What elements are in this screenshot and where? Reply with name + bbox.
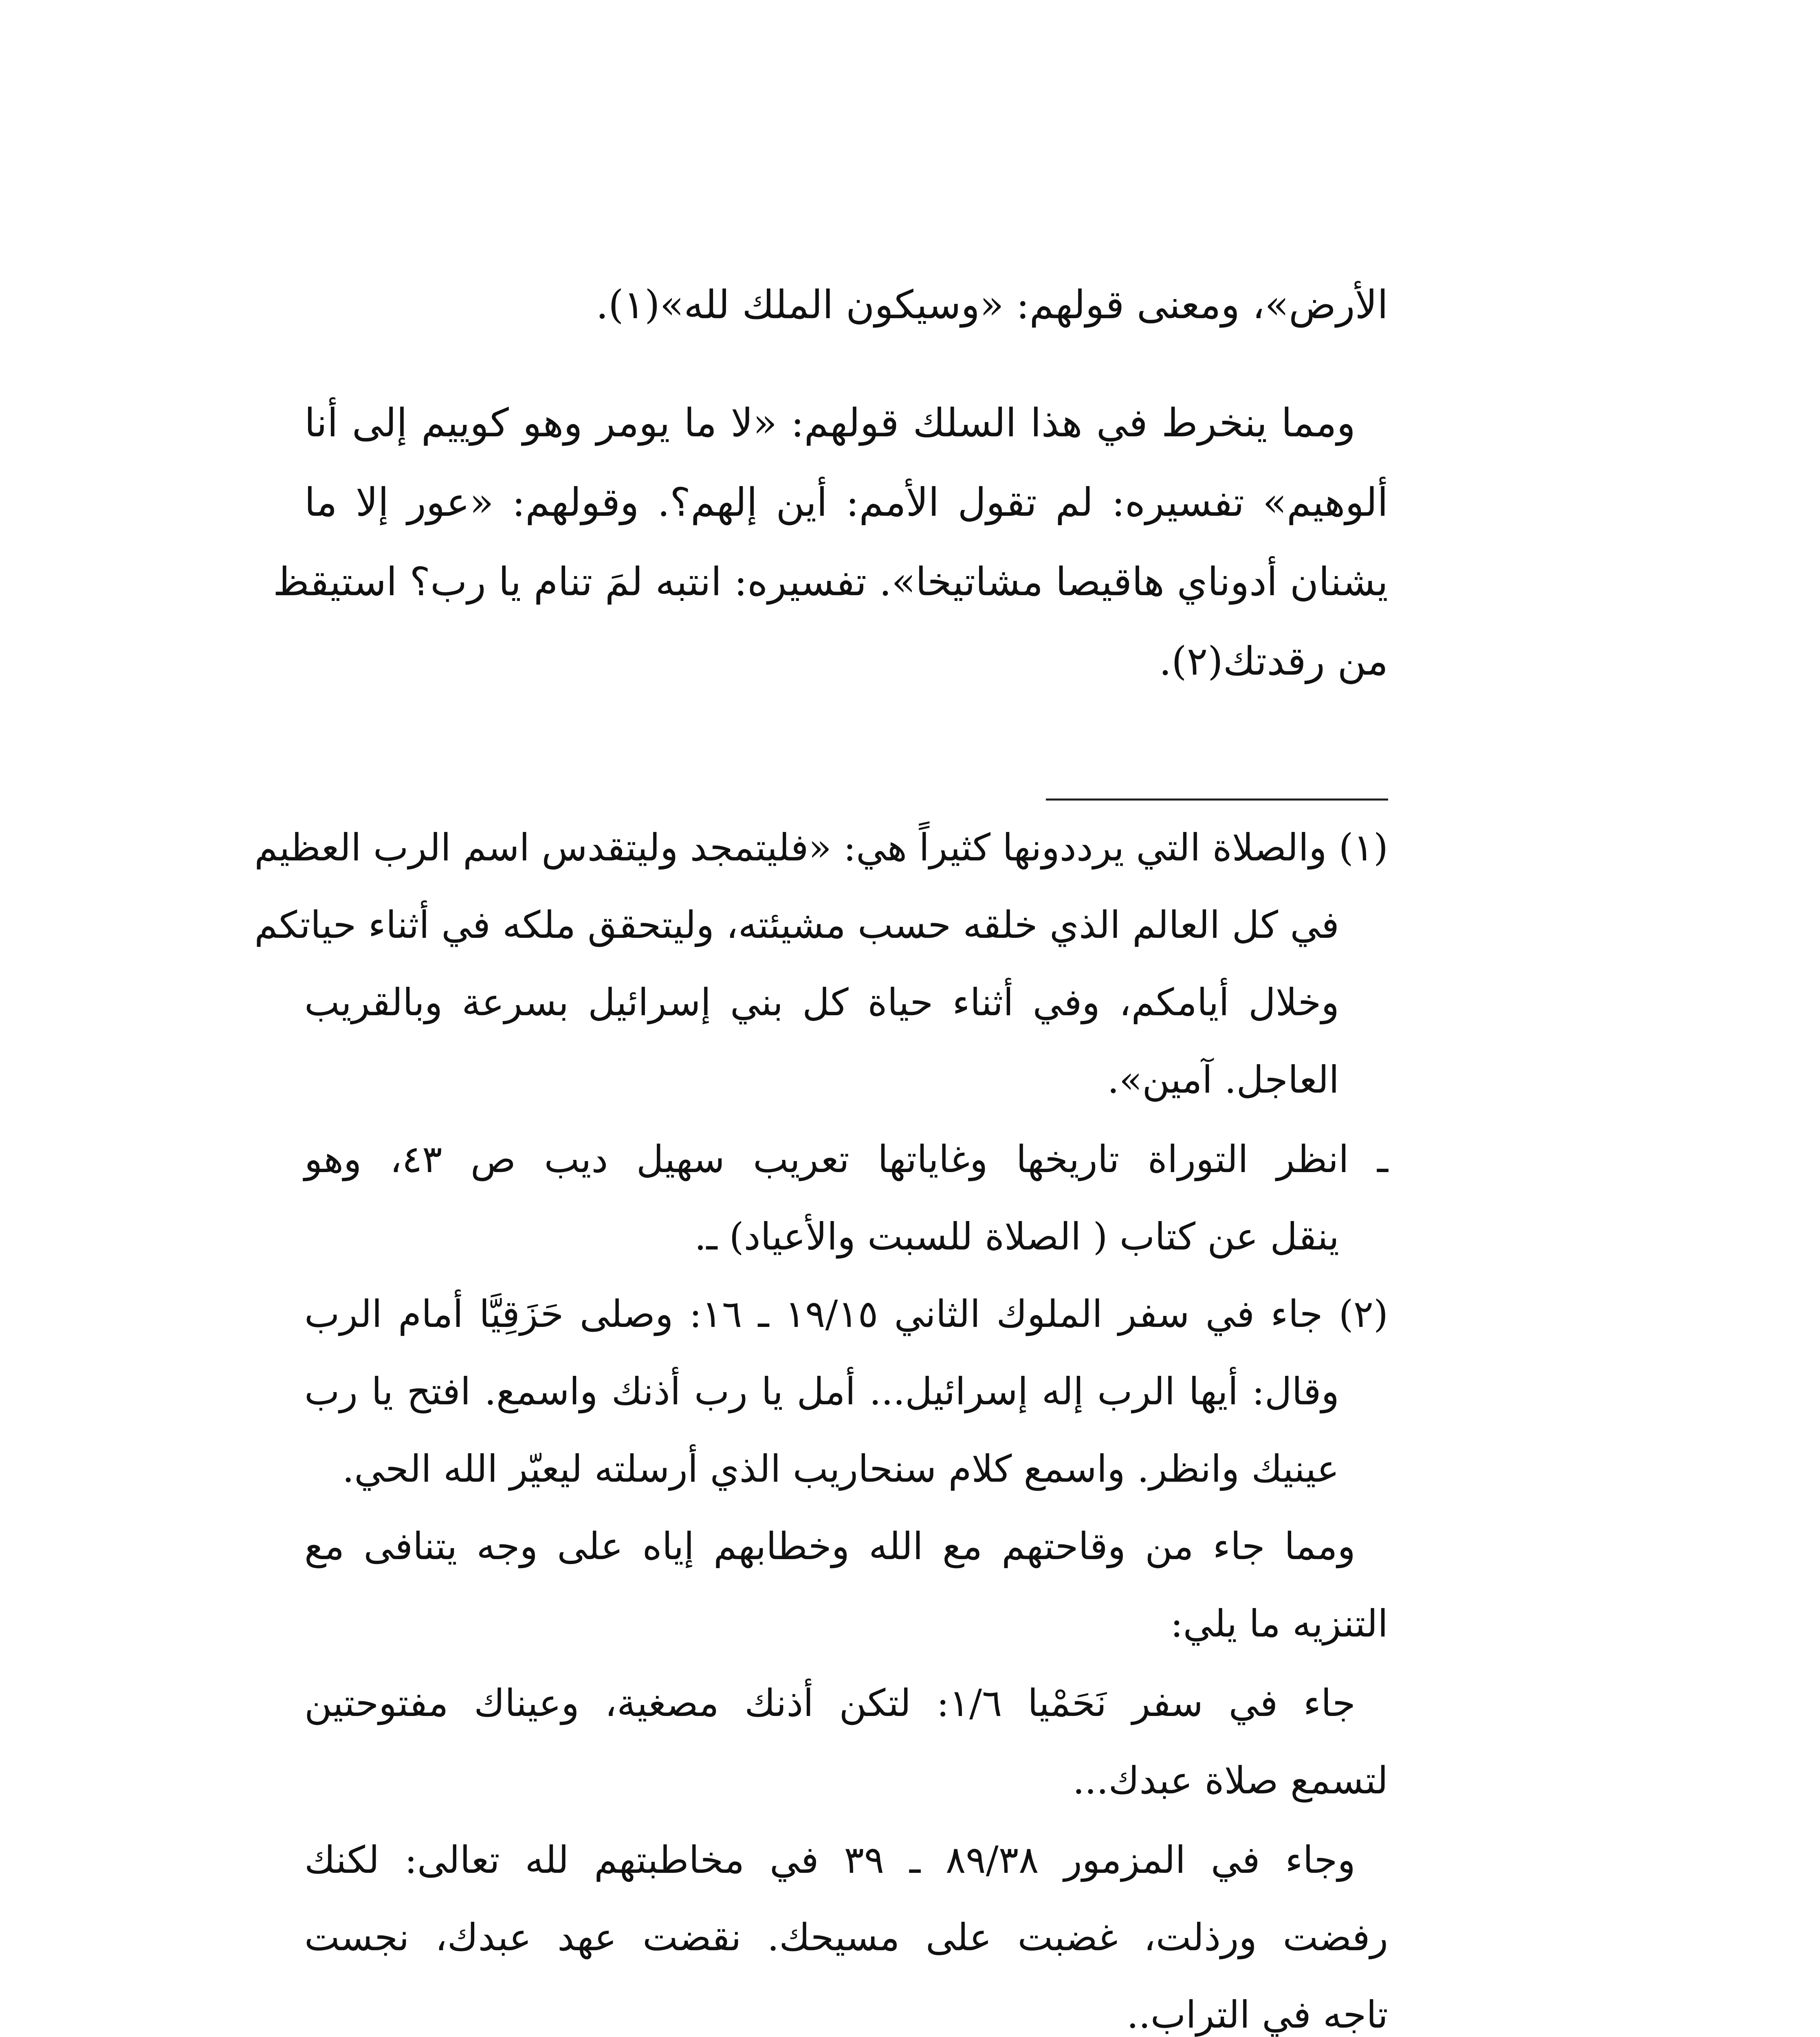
footnote-2-para-line-4: لتسمع صلاة عبدك... xyxy=(1072,1759,1388,1802)
footnote-1-note-line-2: ينقل عن كتاب ( الصلاة للسبت والأعياد) ـ. xyxy=(694,1215,1339,1258)
footnote-1-note-line-1: ـ انظر التوراة تاريخها وغاياتها تعريب سهيل ديب ص ٤٣، وهو xyxy=(304,1137,1388,1181)
footnote-1-line-3: وخلال أيامكم، وفي أثناء حياة كل بني إسرائيل بسرعة وبالقريب xyxy=(304,981,1340,1024)
main-text-line-1: الأرض»، ومعنى قولهم: «وسيكون الملك لله»(١). xyxy=(596,282,1388,328)
footnote-1-line-1: (١) والصلاة التي يرددونها كثيراً هي: «فليتمجد وليتقدس اسم الرب العظيم xyxy=(254,826,1388,869)
footnote-1-line-2: في كل العالم الذي خلقه حسب مشيئته، وليتحقق ملكه في أثناء حياتكم xyxy=(254,903,1339,947)
footnote-2-para-line-6: رفضت ورذلت، غضبت على مسيحك. نقضت عهد عبدك، نجست xyxy=(304,1916,1388,1959)
footnote-2-para-line-2: التنزيه ما يلي: xyxy=(1170,1602,1388,1645)
footnote-2-para-line-3: جاء في سفر نَحَمْيا ١/٦: لتكن أذنك مصغية، وعيناك مفتوحتين xyxy=(304,1681,1356,1725)
footnote-2-line-2: وقال: أيها الرب إله إسرائيل... أمل يا رب أذنك واسمع. افتح يا رب xyxy=(304,1370,1339,1413)
footnote-2-line-1: (٢) جاء في سفر الملوك الثاني ١٩/١٥ ـ ١٦: وصلى حَزَقِيَّا أمام الرب xyxy=(304,1292,1388,1336)
main-text-line-4: يشنان أدوناي هاقيصا مشاتيخا». تفسيره: انتبه لمَ تنام يا رب؟ استيقظ xyxy=(273,559,1388,605)
footnote-2-para-line-5: وجاء في المزمور ٨٩/٣٨ ـ ٣٩ في مخاطبتهم لله تعالى: لكنك xyxy=(304,1838,1356,1882)
main-text-line-2: ومما ينخرط في هذا السلك قولهم: «لا ما يومر وهو كوييم إلى أنا xyxy=(304,400,1356,446)
footnote-separator xyxy=(1046,799,1388,801)
footnote-2-para-line-1: ومما جاء من وقاحتهم مع الله وخطابهم إياه على وجه يتنافى مع xyxy=(304,1524,1356,1568)
main-text-line-3: ألوهيم» تفسيره: لم تقول الأمم: أين إلهم؟. وقولهم: «عور إلا ما xyxy=(304,480,1389,525)
footnote-2-para-line-7: تاجه في التراب.. xyxy=(1127,1993,1388,2037)
main-text-line-5: من رقدتك(٢). xyxy=(1159,638,1388,684)
footnote-1-line-4: العاجل. آمين». xyxy=(1107,1058,1339,1102)
footnote-2-line-3: عينيك وانظر. واسمع كلام سنحاريب الذي أرسلته ليعيّر الله الحي. xyxy=(342,1447,1339,1491)
